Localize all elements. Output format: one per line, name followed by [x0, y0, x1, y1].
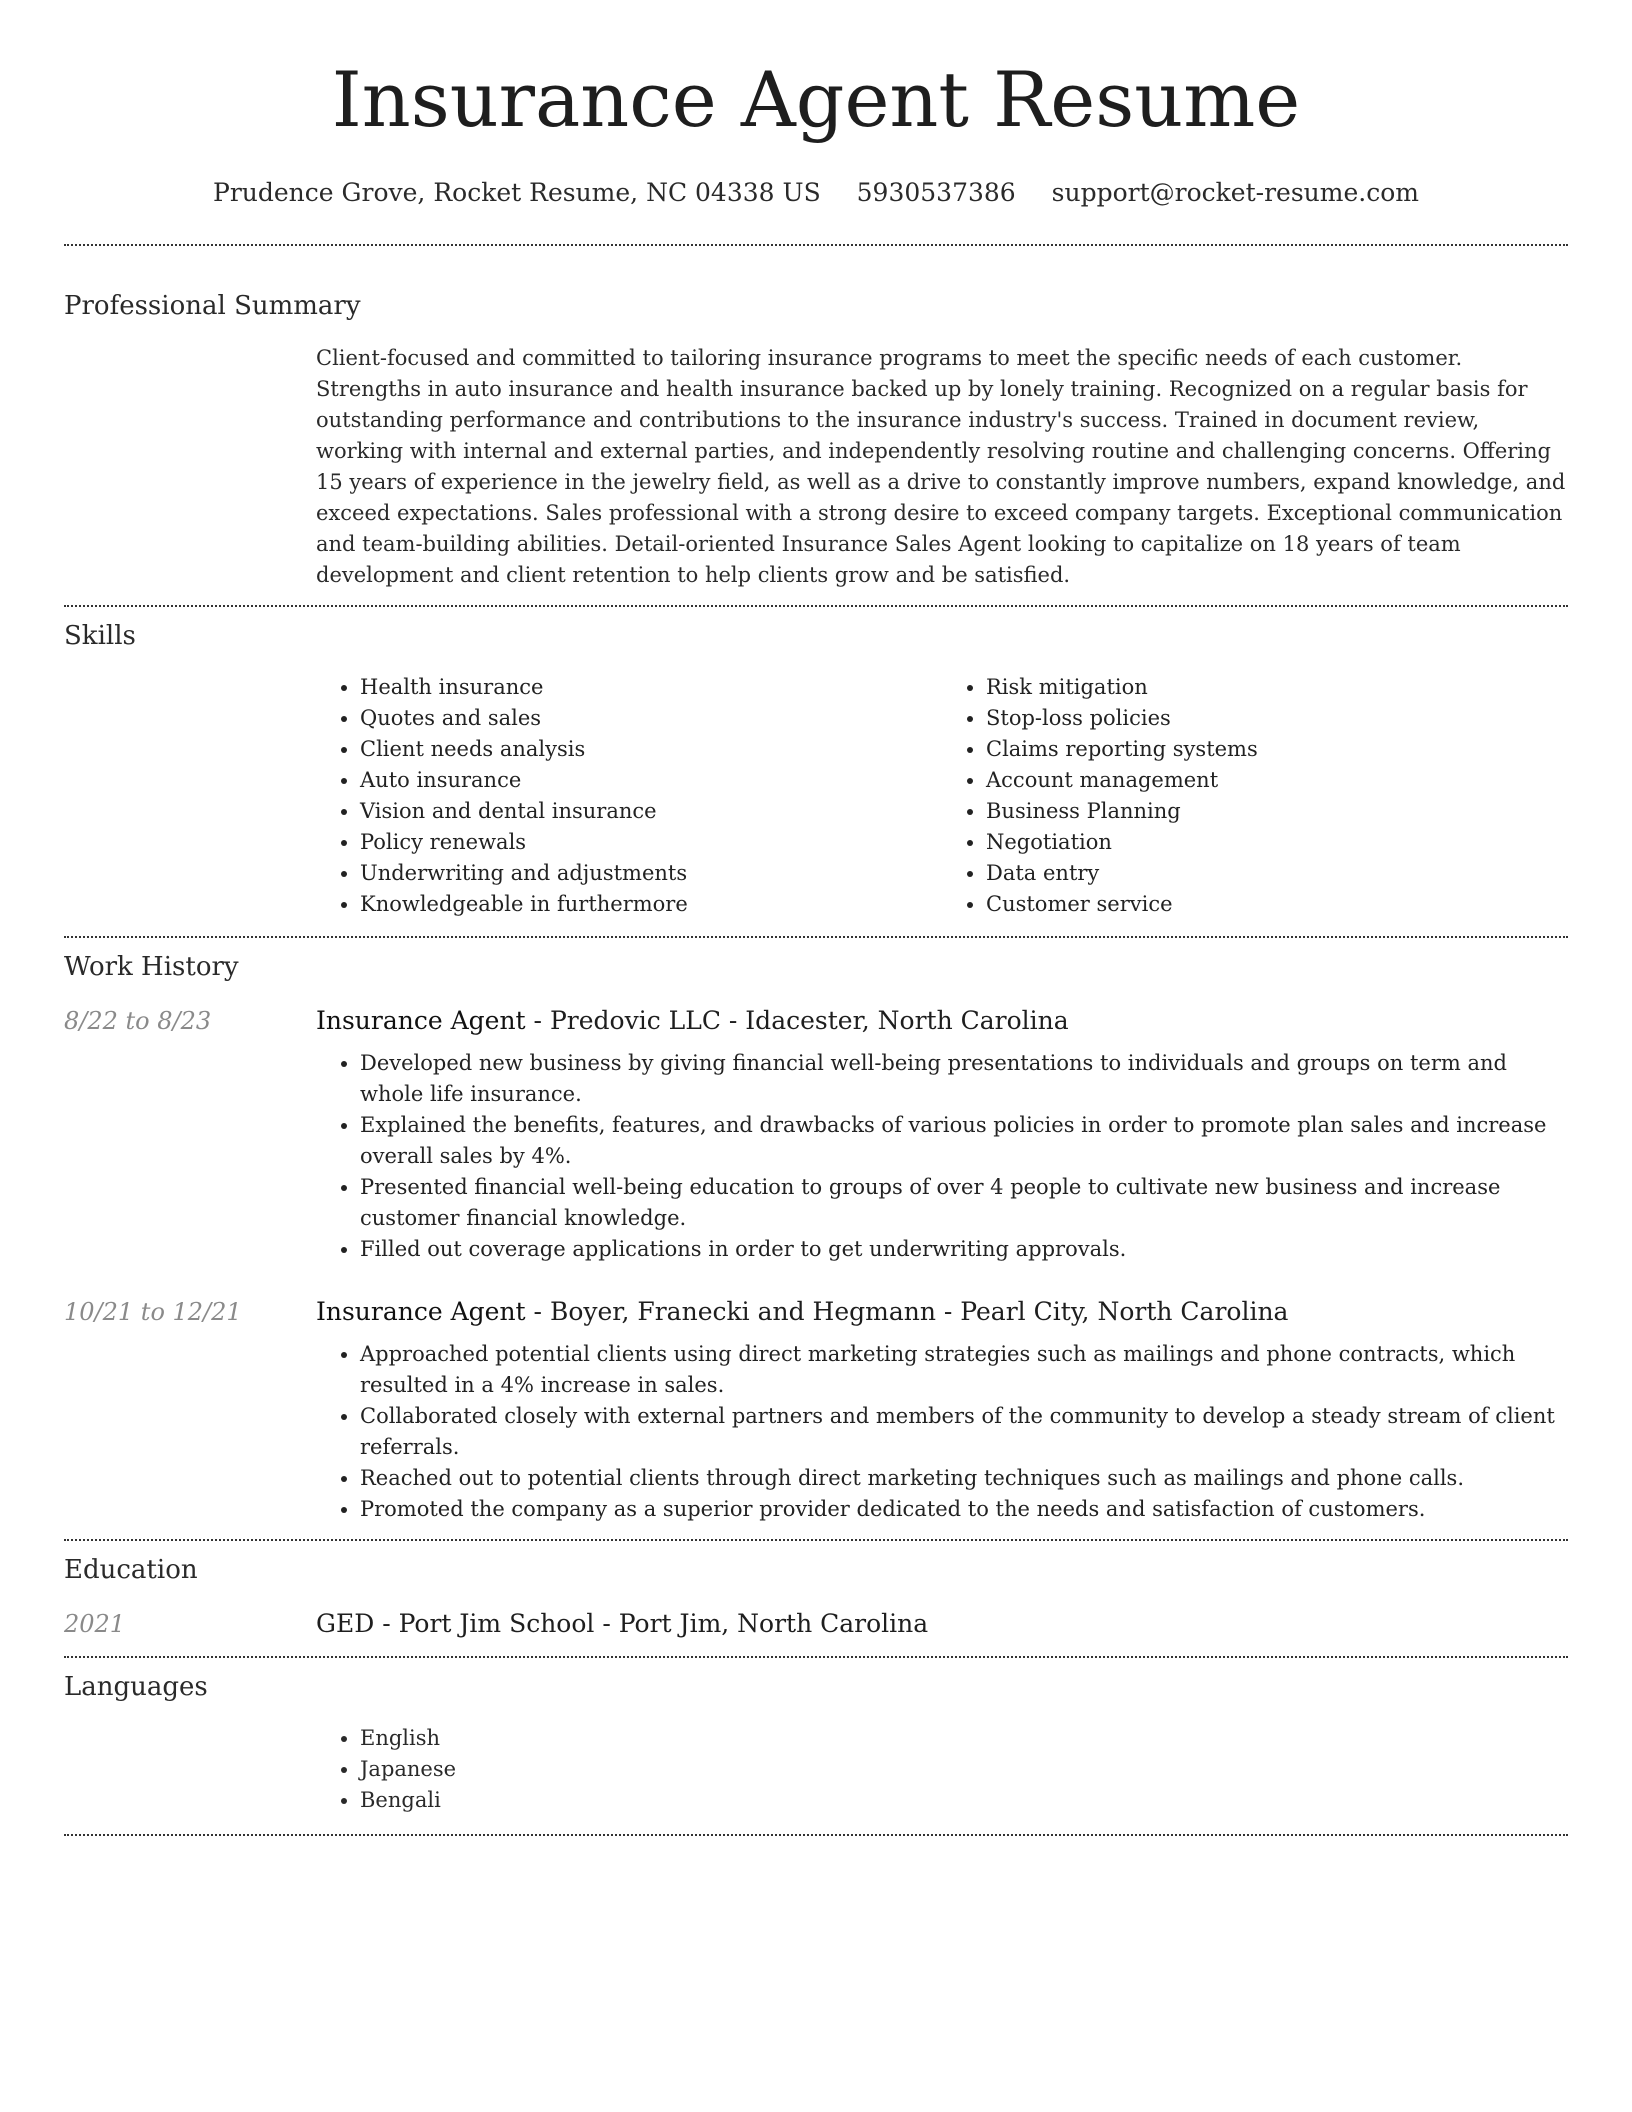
job-date: 10/21 to 12/21 — [64, 1298, 242, 1326]
job-bullet: • Collaborated closely with external partners and members of the community to develop a steady stream of client referrals. — [360, 1401, 1568, 1463]
job-bullets — [316, 1339, 1568, 1525]
skills-lists — [316, 672, 1568, 920]
education-date: 2021 — [64, 1610, 126, 1638]
work-heading: Work History — [64, 952, 239, 982]
skill-item: • Health insurance — [360, 672, 942, 703]
job-role: Insurance Agent — [316, 1297, 526, 1326]
skill-item: • Vision and dental insurance — [360, 796, 942, 827]
skill-item: • Claims reporting systems — [986, 734, 1568, 765]
skill-item: • Quotes and sales — [360, 703, 942, 734]
skills-list-left — [316, 672, 942, 920]
skills-list-right — [942, 672, 1568, 920]
job-bullet: • Filled out coverage applications in order to get underwriting approvals. — [360, 1234, 1568, 1265]
summary-section — [64, 246, 1568, 605]
language-item: • English — [360, 1723, 1568, 1754]
contact-address: Prudence Grove, Rocket Resume, NC 04338 US — [213, 178, 821, 207]
divider — [64, 1834, 1568, 1836]
skill-item: • Business Planning — [986, 796, 1568, 827]
job-bullet: • Approached potential clients using direct marketing strategies such as mailings and phone contracts, which resulted in a 4% increase in sales. — [360, 1339, 1568, 1401]
languages-section — [64, 1658, 1568, 1834]
job-entry — [64, 1006, 1568, 1265]
skill-item: • Knowledgeable in furthermore — [360, 889, 942, 920]
job-company: - Boyer, Franecki and Hegmann - Pearl City, North Carolina — [525, 1297, 1289, 1326]
skill-item: • Customer service — [986, 889, 1568, 920]
job-bullet: • Reached out to potential clients through direct marketing techniques such as mailings and phone calls. — [360, 1463, 1568, 1494]
skill-item: • Negotiation — [986, 827, 1568, 858]
languages-content — [316, 1723, 1568, 1816]
skills-heading: Skills — [64, 621, 136, 651]
job-title — [316, 1006, 1069, 1035]
job-bullet-list — [316, 1339, 1568, 1525]
skill-item: • Risk mitigation — [986, 672, 1568, 703]
education-heading: Education — [64, 1555, 198, 1585]
language-item: • Japanese — [360, 1754, 1568, 1785]
job-date: 8/22 to 8/23 — [64, 1007, 212, 1035]
languages-heading: Languages — [64, 1672, 208, 1702]
education-degree: GED - Port Jim School - Port Jim, North Carolina — [316, 1609, 929, 1638]
contact-email: support@rocket-resume.com — [1051, 178, 1419, 207]
job-role: Insurance Agent — [316, 1006, 526, 1035]
job-company: - Predovic LLC - Idacester, North Carolina — [525, 1006, 1069, 1035]
page-title: Insurance Agent Resume — [331, 55, 1301, 144]
education-section — [64, 1541, 1568, 1656]
job-bullet-list — [316, 1048, 1568, 1265]
skill-item: • Data entry — [986, 858, 1568, 889]
skill-item: • Policy renewals — [360, 827, 942, 858]
summary-text: Client-focused and committed to tailoring insurance programs to meet the specific needs of each customer. Strengths in auto insurance and health insurance backed up by lonely training. Recognized on a regular basis for outstanding performance and contributions to the insurance industry's success. Trained in document review, working with internal and external parties, and independently resolving routine and challenging concerns. Offering 15 years of experience in the jewelry field, as well as a drive to constantly improve numbers, expand knowledge, and exceed expectations. Sales professional with a strong desire to exceed company targets. Exceptional communication and team-building abilities. Detail-oriented Insurance Sales Agent looking to capitalize on 18 years of team development and client retention to help clients grow and be satisfied. — [316, 346, 1566, 587]
skill-item: • Client needs analysis — [360, 734, 942, 765]
job-bullet: • Developed new business by giving financial well-being presentations to individuals and groups on term and whole life insurance. — [360, 1048, 1568, 1110]
skill-item: • Account management — [986, 765, 1568, 796]
job-header — [64, 1297, 1568, 1326]
job-bullets — [316, 1048, 1568, 1265]
contact-phone: 5930537386 — [856, 178, 1016, 207]
education-entry — [64, 1609, 1568, 1638]
contact-line — [64, 176, 1568, 210]
skill-item: • Stop-loss policies — [986, 703, 1568, 734]
job-bullet: • Promoted the company as a superior provider dedicated to the needs and satisfaction of customers. — [360, 1494, 1568, 1525]
languages-list — [316, 1723, 1568, 1816]
skills-section — [64, 607, 1568, 936]
summary-content — [316, 343, 1568, 591]
skill-item: • Underwriting and adjustments — [360, 858, 942, 889]
language-item: • Bengali — [360, 1785, 1568, 1816]
job-title — [316, 1297, 1288, 1326]
job-entry — [64, 1297, 1568, 1525]
summary-heading: Professional Summary — [64, 291, 361, 321]
skill-item: • Auto insurance — [360, 765, 942, 796]
work-section — [64, 938, 1568, 1539]
job-bullet: • Presented financial well-being education to groups of over 4 people to cultivate new business and increase customer financial knowledge. — [360, 1172, 1568, 1234]
job-bullet: • Explained the benefits, features, and drawbacks of various policies in order to promote plan sales and increase overall sales by 4%. — [360, 1110, 1568, 1172]
job-header — [64, 1006, 1568, 1035]
